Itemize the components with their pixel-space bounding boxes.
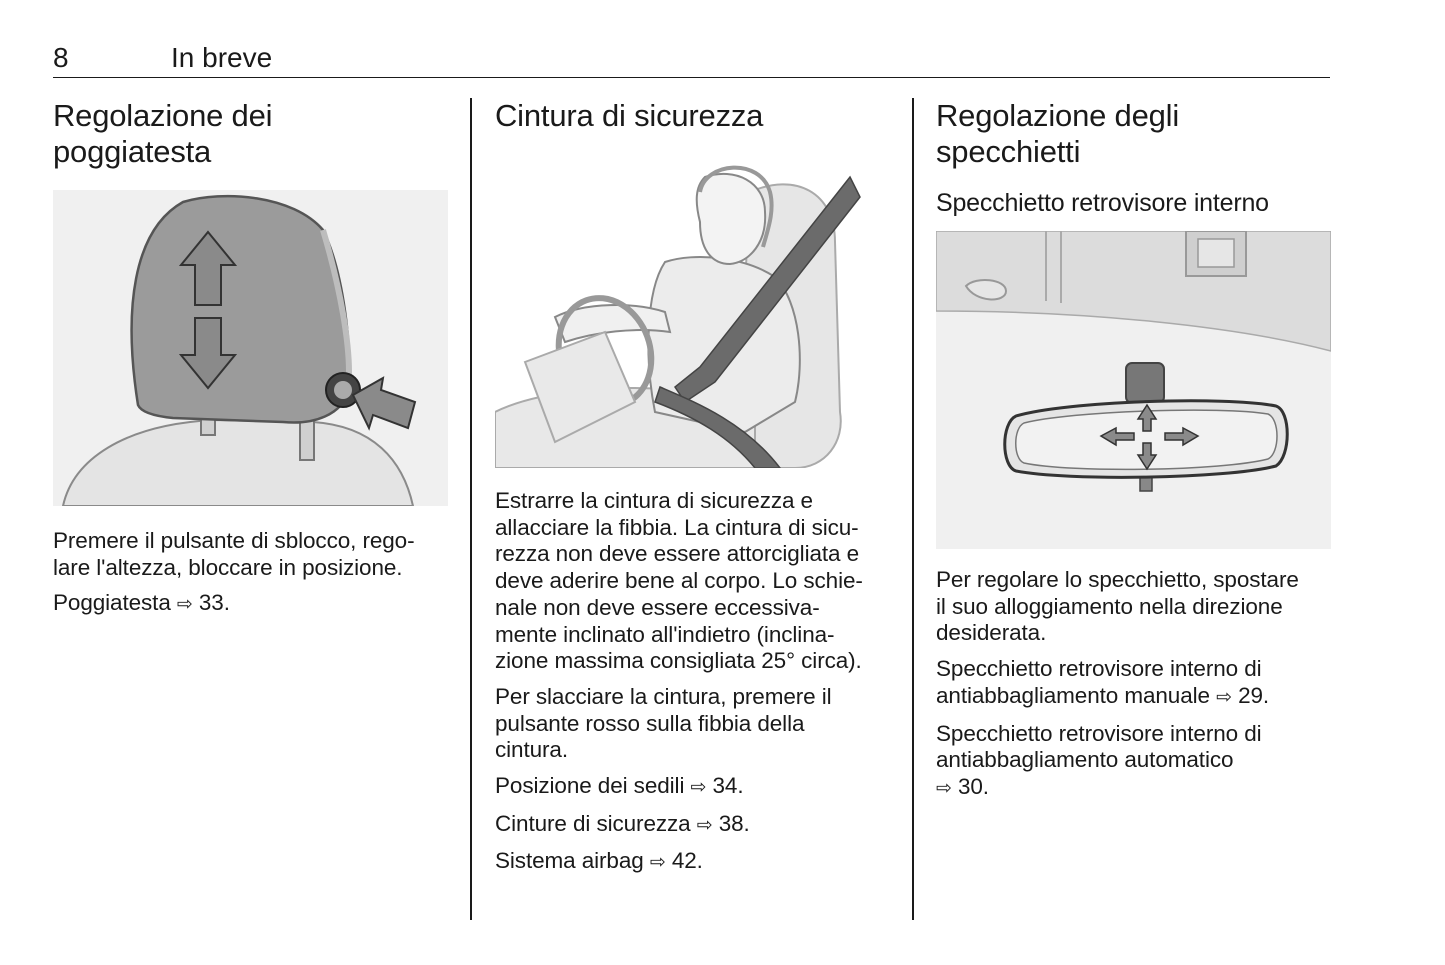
cross-reference[interactable]: Sistema airbag ⇨ 42. — [495, 848, 703, 874]
section-title — [936, 98, 1331, 170]
seatbelt-illustration — [495, 152, 890, 468]
column-headrest — [53, 98, 448, 619]
title-line: Regolazione degli — [936, 98, 1180, 133]
title-line: specchietti — [936, 134, 1081, 169]
title-line: Regolazione dei — [53, 98, 273, 133]
rearview-mirror-illustration — [936, 231, 1331, 549]
mirror-mount — [1126, 363, 1164, 403]
paragraph: Per slacciare la cintura, premere il pulsante rosso sulla fibbia della cintura. — [495, 683, 832, 763]
reference-arrow-icon: ⇨ — [690, 777, 707, 799]
cross-reference[interactable]: Cinture di sicurezza ⇨ 38. — [495, 810, 750, 836]
reference-arrow-icon: ⇨ — [649, 852, 666, 874]
paragraph: Per regolare lo specchietto, spostare il suo alloggiamento nella direzione desiderata. — [936, 567, 1299, 646]
body-text — [495, 488, 890, 877]
page-header — [53, 40, 1330, 78]
column-seatbelt — [495, 98, 890, 877]
cross-reference[interactable]: Specchietto retrovisore interno di antiabbagliamento automatico ⇨ 30. — [936, 720, 1262, 799]
column-divider — [912, 98, 914, 920]
headrest-illustration — [53, 190, 448, 506]
cross-reference[interactable]: Specchietto retrovisore interno di antiabbagliamento manuale ⇨ 29. — [936, 656, 1270, 708]
body-text — [53, 528, 448, 619]
title-line: poggiatesta — [53, 134, 212, 169]
column-mirrors — [936, 98, 1331, 803]
reference-arrow-icon: ⇨ — [696, 814, 713, 836]
section-subtitle: Specchietto retrovisore interno — [936, 189, 1269, 217]
reference-arrow-icon: ⇨ — [176, 594, 193, 616]
reference-arrow-icon: ⇨ — [936, 777, 952, 799]
section-title: Cintura di sicurezza — [495, 98, 764, 133]
column-divider — [470, 98, 472, 920]
section-name: In breve — [171, 42, 273, 73]
reference-arrow-icon: ⇨ — [1216, 686, 1232, 708]
page-number: 8 — [53, 42, 69, 73]
paragraph: Estrarre la cintura di sicurezza e allacciare la fibbia. La cintura di sicu- rezza non deve essere attorcigliata e deve aderire bene al corpo. Lo schie- nale non deve essere eccessiva- mente inclinato all'indietro (inclina- zione massima consigliata 25° circa). — [495, 488, 863, 674]
section-title — [53, 98, 448, 170]
cross-reference[interactable]: Posizione dei sedili ⇨ 34. — [495, 773, 744, 799]
paragraph: Premere il pulsante di sblocco, rego- lare l'altezza, bloccare in posizione. — [53, 528, 415, 580]
body-text — [936, 567, 1331, 803]
cross-reference[interactable]: Poggiatesta ⇨ 33. — [53, 590, 230, 616]
